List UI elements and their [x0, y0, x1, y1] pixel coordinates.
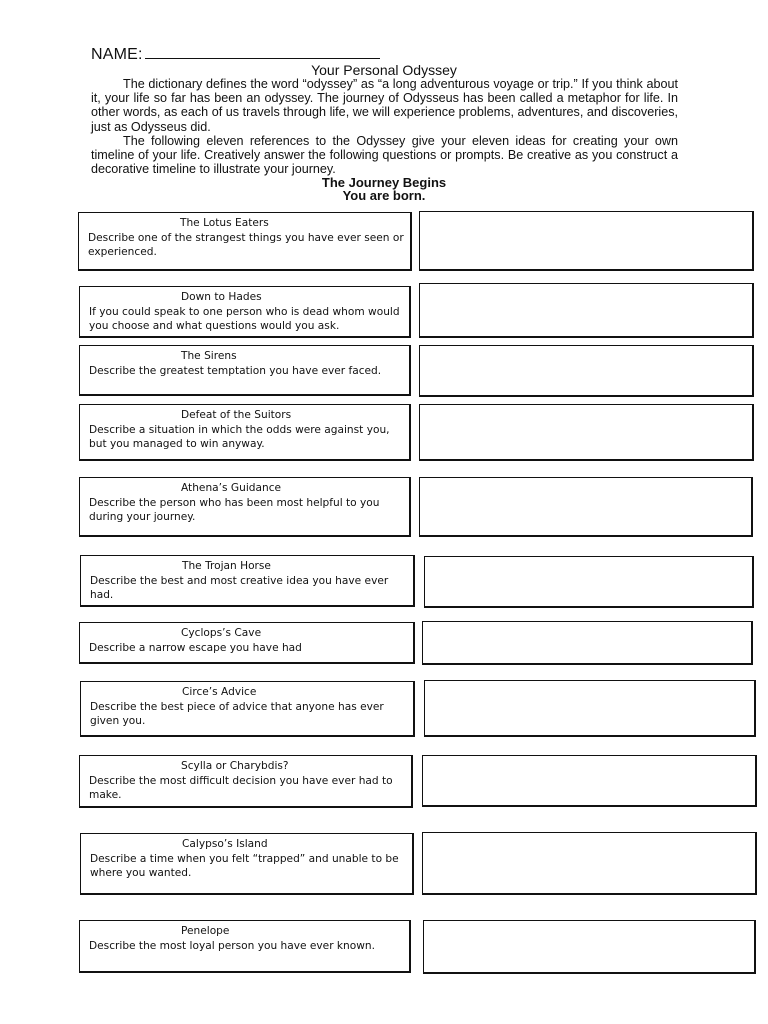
prompt-text: If you could speak to one person who is dead whom would you choose and what questions would you ask. [89, 305, 400, 332]
page-title: Your Personal Odyssey [311, 62, 457, 78]
journey-start: You are born. [342, 188, 426, 203]
prompt-text: Describe the most difficult decision you have ever had to make. [89, 774, 393, 801]
prompt-box-down-to-hades [79, 286, 411, 338]
intro-paragraph-1: The dictionary defines the word “odyssey” as “a long adventurous voyage or trip.” If you think about it, your life so far has been an odyssey. The journey of Odysseus has been called a metaphor for life. In other words, as each of us travels through life, we will experience problems, adventures, and discoveries, just as Odysseus did. [91, 77, 678, 134]
prompt-box-lotus-eaters [78, 212, 412, 271]
prompt-title: The Lotus Eaters [180, 217, 269, 229]
name-label: NAME: [91, 46, 143, 63]
prompt-box-cyclops-cave [79, 622, 415, 664]
prompt-title: Defeat of the Suitors [181, 409, 292, 421]
prompt-title: Down to Hades [181, 291, 262, 303]
answer-box-scylla-charybdis[interactable] [422, 755, 757, 807]
prompt-text: Describe a situation in which the odds were against you, but you managed to win anyway. [89, 423, 390, 450]
prompt-title: The Sirens [181, 350, 237, 362]
prompt-title: Penelope [181, 925, 230, 937]
prompt-title: Cyclops’s Cave [181, 627, 262, 639]
answer-box-trojan-horse[interactable] [424, 556, 754, 608]
answer-box-calypsos-island[interactable] [422, 832, 757, 895]
prompt-text: Describe the best piece of advice that anyone has ever given you. [90, 700, 384, 727]
journey-heading: The Journey Begins [321, 175, 447, 190]
answer-box-circes-advice[interactable] [424, 680, 756, 737]
prompt-text: Describe a time when you felt “trapped” and unable to be where you wanted. [90, 852, 399, 879]
answer-box-lotus-eaters[interactable] [419, 211, 754, 271]
prompt-box-scylla-charybdis [79, 755, 413, 808]
prompt-box-sirens [79, 345, 411, 396]
answer-box-defeat-of-suitors[interactable] [419, 404, 754, 461]
prompt-box-circes-advice [80, 681, 415, 737]
name-field[interactable] [91, 44, 380, 64]
prompt-box-trojan-horse [80, 555, 415, 607]
prompt-text: Describe a narrow escape you have had [89, 641, 302, 654]
prompt-text: Describe the person who has been most helpful to you during your journey. [89, 496, 380, 523]
answer-box-penelope[interactable] [423, 920, 756, 974]
prompt-box-defeat-of-suitors [79, 404, 411, 461]
name-blank-line[interactable] [145, 44, 380, 59]
answer-box-cyclops-cave[interactable] [422, 621, 753, 665]
prompt-title: Athena’s Guidance [181, 482, 282, 494]
answer-box-athenas-guidance[interactable] [419, 477, 753, 537]
answer-box-sirens[interactable] [419, 345, 754, 397]
prompt-text: Describe the best and most creative idea you have ever had. [90, 574, 389, 601]
prompt-text: Describe one of the strangest things you have ever seen or experienced. [88, 231, 404, 258]
prompt-text: Describe the greatest temptation you have ever faced. [89, 364, 382, 377]
prompt-title: Calypso’s Island [182, 838, 268, 850]
intro-paragraph-2: The following eleven references to the Odyssey give your eleven ideas for creating your own timeline of your life. Creatively answer the following questions or prompts. Be creative as you construct a decorative timeline to illustrate your journey. [91, 133, 678, 177]
prompt-title: The Trojan Horse [182, 560, 271, 572]
prompt-box-calypsos-island [80, 833, 414, 895]
intro-text [91, 77, 678, 176]
prompt-box-athenas-guidance [79, 477, 411, 537]
prompt-text: Describe the most loyal person you have ever known. [89, 939, 375, 952]
prompt-title: Scylla or Charybdis? [181, 760, 289, 772]
prompt-box-penelope [79, 920, 411, 973]
answer-box-down-to-hades[interactable] [419, 283, 754, 338]
prompt-title: Circe’s Advice [182, 686, 257, 698]
